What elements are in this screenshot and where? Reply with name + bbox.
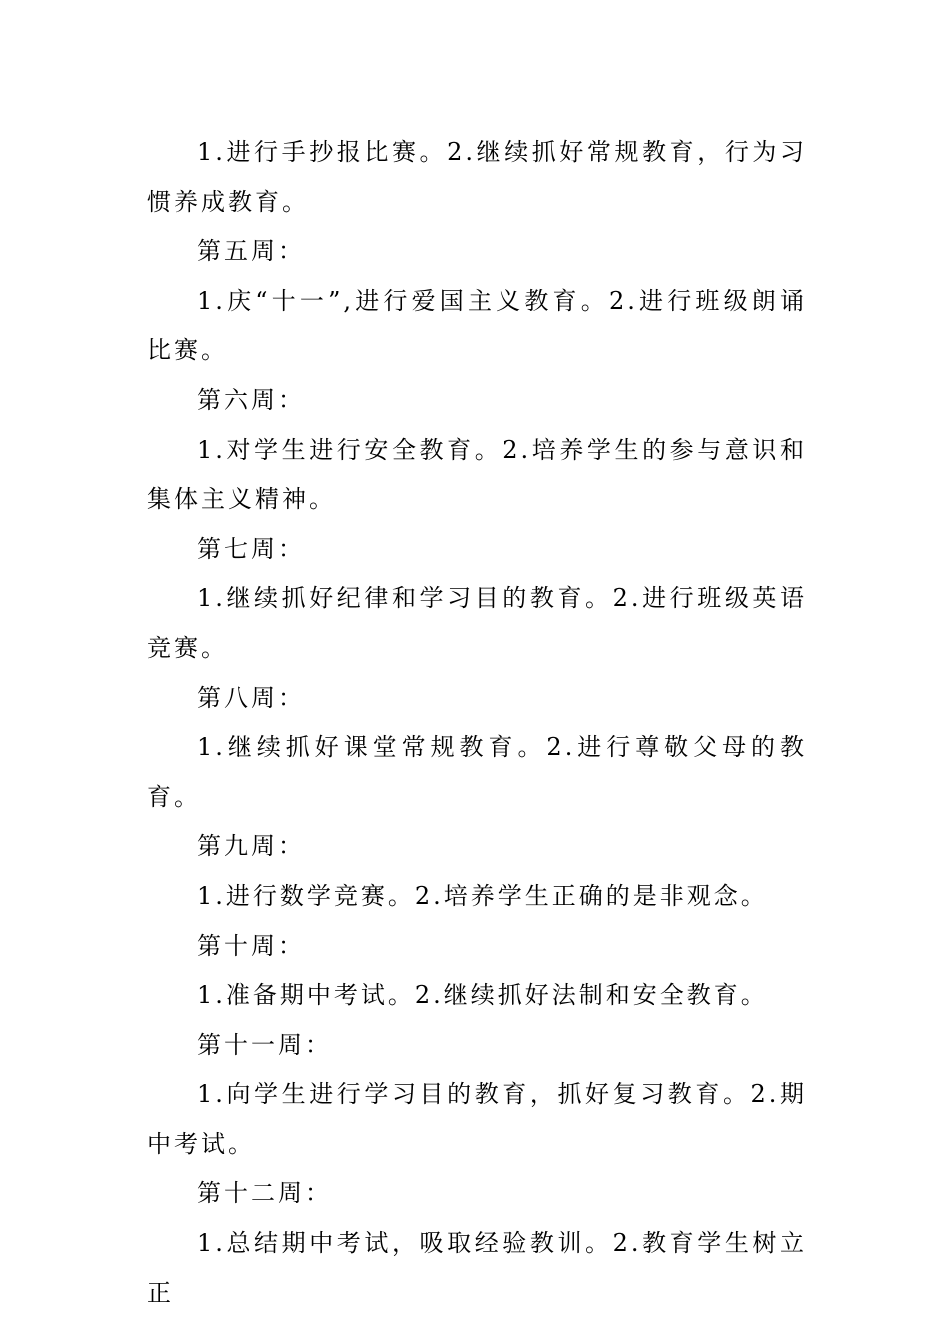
paragraph-week12-items: 1.总结期中考试，吸取经验教训。2.教育学生树立正 (147, 1229, 807, 1307)
heading-week11: 第十一周： (197, 1030, 332, 1059)
heading-week12: 第十二周： (197, 1179, 332, 1208)
heading-week10: 第十周： (197, 931, 305, 960)
paragraph-week4-items: 1.进行手抄报比赛。2.继续抓好常规教育，行为习惯养成教育。 (147, 138, 807, 216)
heading-week7: 第七周： (197, 534, 305, 563)
paragraph-week7-items: 1.继续抓好纪律和学习目的教育。2.进行班级英语竞赛。 (147, 584, 807, 662)
heading-week9: 第九周： (197, 832, 305, 861)
paragraph-week5-items: 1.庆“十一”,进行爱国主义教育。2.进行班级朗诵比赛。 (147, 286, 807, 365)
paragraph-week8-items: 1.继续抓好课堂常规教育。2.进行尊敬父母的教育。 (147, 733, 807, 811)
paragraph-week9-items: 1.进行数学竞赛。2.培养学生正确的是非观念。 (197, 881, 768, 910)
heading-week8: 第八周： (197, 683, 305, 712)
heading-week6: 第六周： (197, 385, 305, 414)
heading-week5: 第五周： (197, 237, 305, 266)
paragraph-week6-items: 1.对学生进行安全教育。2.培养学生的参与意识和集体主义精神。 (147, 435, 807, 514)
paragraph-week10-items: 1.准备期中考试。2.继续抓好法制和安全教育。 (197, 981, 768, 1010)
paragraph-week11-items: 1.向学生进行学习目的教育，抓好复习教育。2.期中考试。 (147, 1080, 807, 1158)
document-page (147, 128, 807, 1318)
